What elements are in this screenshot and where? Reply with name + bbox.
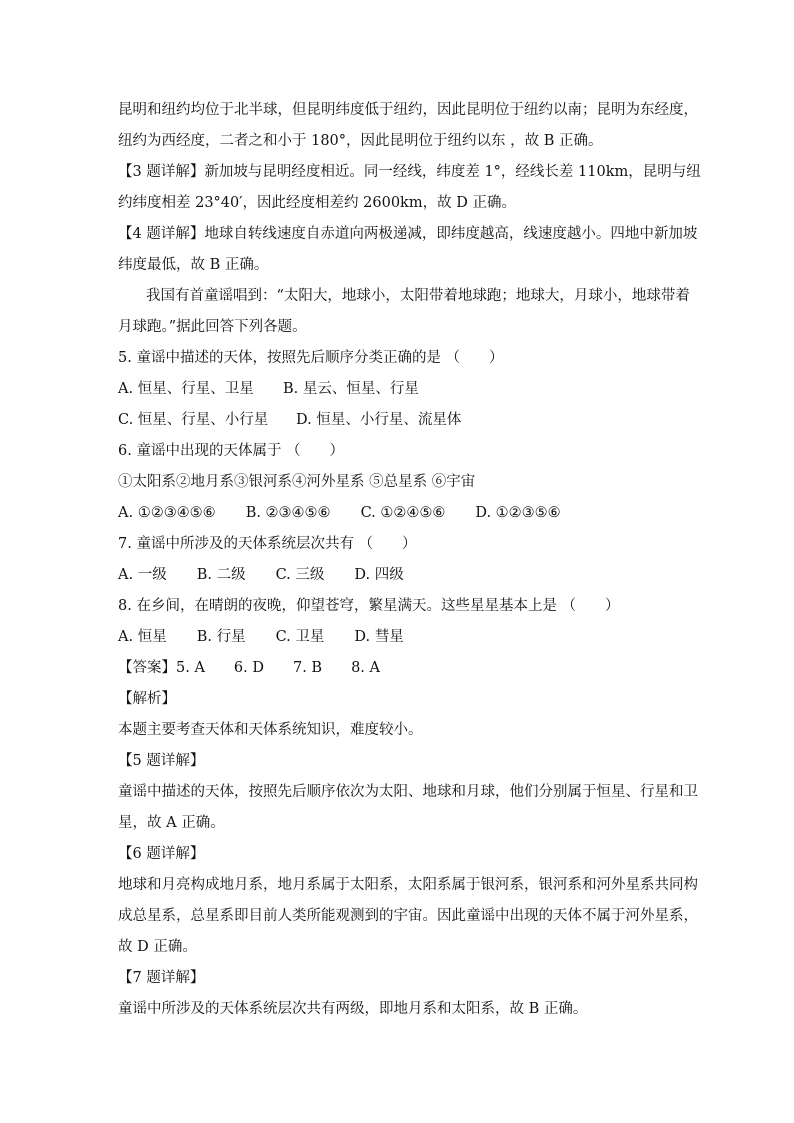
q6-detail-line: 成总星系，总星系即目前人类所能观测到的宇宙。因此童谣中出现的天体不属于河外星系，	[118, 908, 698, 924]
option-row	[118, 405, 678, 436]
text-line: 【4 题详解】地球自转线速度自赤道向两极递减，即纬度越高，线速度越小。四地中新加坡	[118, 226, 698, 242]
option-a: A. 恒星	[118, 629, 167, 645]
q5-detail-line: 童谣中描述的天体，按照先后顺序依次为太阳、地球和月球，他们分别属于恒星、行星和卫	[118, 784, 698, 800]
q6-detail-line: 故 D 正确。	[118, 939, 197, 955]
option-a: A. 恒星、行星、卫星	[118, 381, 254, 397]
option-b: B. ②③④⑤⑥	[245, 505, 331, 521]
answer-line: 【答案】5. A 6. D 7. B 8. A	[118, 660, 380, 676]
passage-intro-line: 我国有首童谣唱到：“太阳大，地球小，太阳带着地球跑；地球大，月球小，地球带着	[146, 288, 690, 304]
option-d: D. 彗星	[354, 629, 404, 645]
question-statements: ①太阳系②地月系③银河系④河外星系 ⑤总星系 ⑥宇宙	[118, 474, 476, 490]
q7-detail-heading: 【7 题详解】	[118, 970, 205, 986]
option-d: D. 四级	[354, 567, 404, 583]
text-line: 【3 题详解】新加坡与昆明经度相近。同一经线，纬度差 1°，经线长差 110km，昆明与纽	[118, 164, 701, 180]
question-stem-8: 8. 在乡间，在晴朗的夜晚，仰望苍穹，繁星满天。这些星星基本上是 （ ）	[118, 598, 620, 614]
q7-detail-line: 童谣中所涉及的天体系统层次共有两级，即地月系和太阳系，故 B 正确。	[118, 1001, 588, 1017]
option-row	[118, 622, 678, 653]
option-c: C. ①②④⑤⑥	[360, 505, 446, 521]
option-row	[118, 374, 678, 405]
option-c: C. 恒星、行星、小行星	[118, 412, 269, 428]
option-c: C. 三级	[275, 567, 325, 583]
text-line: 昆明和纽约均位于北半球，但昆明纬度低于纽约，因此昆明位于纽约以南；昆明为东经度，	[118, 102, 698, 118]
q6-detail-line: 地球和月亮构成地月系，地月系属于太阳系，太阳系属于银河系，银河系和河外星系共同构	[118, 877, 698, 893]
page-content	[118, 95, 701, 1025]
q5-detail-line: 星，故 A 正确。	[118, 815, 225, 831]
question-stem-7: 7. 童谣中所涉及的天体系统层次共有 （ ）	[118, 536, 417, 552]
analysis-heading: 【解析】	[118, 691, 176, 707]
option-c: C. 卫星	[275, 629, 325, 645]
option-b: B. 行星	[196, 629, 246, 645]
text-line: 约纬度相差 23°40′，因此经度相差约 2600km，故 D 正确。	[118, 195, 516, 211]
option-d: D. 恒星、小行星、流星体	[296, 412, 462, 428]
option-d: D. ①②③⑤⑥	[475, 505, 561, 521]
text-line: 纽约为西经度，二者之和小于 180°，因此昆明位于纽约以东 ，故 B 正确。	[118, 133, 603, 149]
option-a: A. 一级	[118, 567, 167, 583]
q6-detail-heading: 【6 题详解】	[118, 846, 205, 862]
option-a: A. ①②③④⑤⑥	[118, 505, 216, 521]
passage-intro-line: 月球跑。”据此回答下列各题。	[118, 319, 307, 335]
question-stem-6: 6. 童谣中出现的天体属于 （ ）	[118, 443, 345, 459]
text-line: 纬度最低，故 B 正确。	[118, 257, 269, 273]
option-b: B. 二级	[196, 567, 246, 583]
question-stem-5: 5. 童谣中描述的天体，按照先后顺序分类正确的是 （ ）	[118, 350, 504, 366]
option-row	[118, 560, 678, 591]
analysis-intro: 本题主要考查天体和天体系统知识，难度较小。	[118, 722, 423, 738]
option-row	[118, 498, 678, 529]
q5-detail-heading: 【5 题详解】	[118, 753, 205, 769]
option-b: B. 星云、恒星、行星	[283, 381, 419, 397]
